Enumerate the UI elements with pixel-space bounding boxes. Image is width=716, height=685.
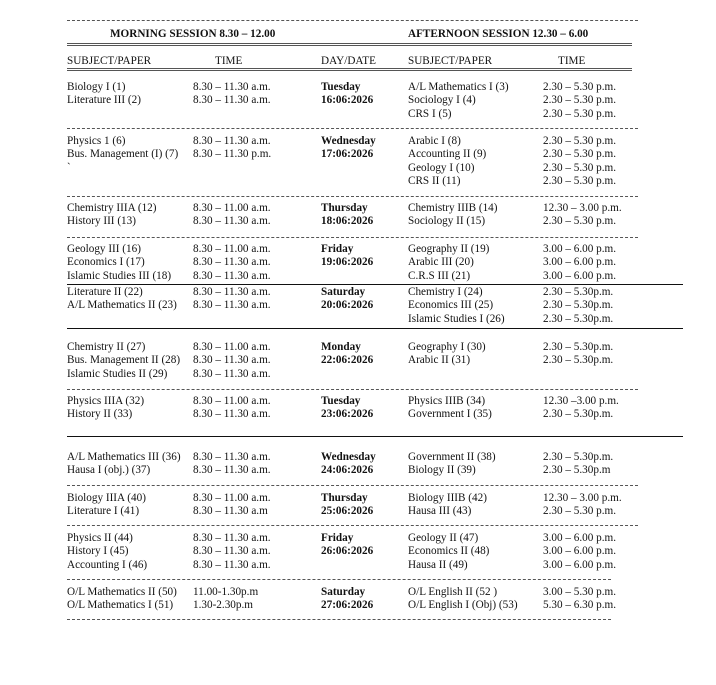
exam-date: 17:06:2026 (321, 148, 374, 161)
exam-date: 16:06:2026 (321, 94, 374, 107)
morning-time: 8.30 – 11.30 a.m. (193, 135, 271, 147)
exam-date: 24:06:2026 (321, 464, 374, 477)
exam-day: Thursday (321, 492, 368, 504)
afternoon-subject: Chemistry I (24) (408, 286, 483, 298)
morning-time: 8.30 – 11.00 a.m. (193, 492, 271, 504)
afternoon-time: 5.30 – 6.30 p.m. (543, 599, 617, 612)
afternoon-session-heading: AFTERNOON SESSION 12.30 – 6.00 (408, 28, 589, 40)
afternoon-subject: Geography II (19) (408, 243, 490, 255)
exam-date: 22:06:2026 (321, 354, 374, 367)
afternoon-subject: Biology II (39) (408, 464, 476, 477)
exam-day: Wednesday (321, 451, 376, 463)
afternoon-time: 2.30 – 5.30p.m. (543, 354, 614, 367)
afternoon-subject: Economics III (25) (408, 299, 494, 312)
afternoon-time: 3.00 – 6.00 p.m. (543, 256, 617, 269)
morning-subject: A/L Mathematics III (36) (67, 451, 181, 463)
row-separator (67, 237, 638, 238)
afternoon-time: 3.00 – 5.30 p.m. (543, 586, 617, 598)
column-header-time-afternoon: TIME (558, 55, 586, 67)
morning-time: 8.30 – 11.30 a.m. (193, 299, 271, 312)
afternoon-time: 2.30 – 5.30 p.m. (543, 161, 617, 174)
afternoon-subject: Sociology II (15) (408, 215, 486, 228)
morning-subject: Physics IIIA (32) (67, 395, 145, 407)
exam-date: 18:06:2026 (321, 215, 374, 228)
header-double-rule (67, 43, 632, 46)
morning-subject: Chemistry IIIA (12) (67, 202, 157, 214)
afternoon-time: 3.00 – 6.00 p.m. (543, 558, 617, 571)
morning-time: 8.30 – 11.00 a.m. (193, 395, 271, 407)
morning-time: 1.30-2.30p.m (193, 599, 253, 612)
morning-subject: O/L Mathematics I (51) (67, 599, 174, 612)
afternoon-subject: Arabic I (8) (408, 135, 461, 147)
afternoon-subject: Geology II (47) (408, 532, 479, 544)
afternoon-subject: Arabic II (31) (408, 354, 471, 367)
afternoon-time: 3.00 – 6.00 p.m. (543, 532, 617, 544)
morning-time: 8.30 – 11.30 a.m. (193, 451, 271, 463)
exam-day: Tuesday (321, 81, 361, 93)
morning-time: 8.30 – 11.30 p.m. (193, 148, 272, 161)
afternoon-time: 2.30 – 5.30p.m. (543, 408, 614, 421)
morning-subject: History III (13) (67, 215, 136, 228)
afternoon-time: 3.00 – 6.00 p.m. (543, 545, 617, 558)
exam-day: Tuesday (321, 395, 361, 407)
row-separator (67, 128, 638, 129)
morning-subject: Economics I (17) (67, 256, 145, 269)
top-rule (67, 20, 638, 21)
morning-time: 8.30 – 11.30 a.m. (193, 256, 271, 269)
morning-time: 8.30 – 11.00 a.m. (193, 243, 271, 255)
exam-date: 19:06:2026 (321, 256, 374, 269)
afternoon-subject: Biology IIIB (42) (408, 492, 487, 504)
morning-time: 8.30 – 11.30 a.m. (193, 464, 271, 477)
exam-day: Monday (321, 341, 361, 353)
morning-subject: History I (45) (67, 545, 129, 558)
afternoon-time: 2.30 – 5.30 p.m. (543, 505, 617, 518)
morning-subject: Literature II (22) (67, 286, 143, 298)
morning-subject: Geology III (16) (67, 243, 141, 255)
afternoon-time: 2.30 – 5.30 p.m. (543, 94, 617, 107)
row-separator (67, 525, 638, 526)
morning-subject: Biology IIIA (40) (67, 492, 146, 504)
morning-time: 8.30 – 11.00 a.m. (193, 202, 271, 214)
afternoon-subject: O/L English II (52 ) (408, 586, 498, 598)
afternoon-time: 2.30 – 5.30p.m (543, 464, 611, 477)
morning-subject: A/L Mathematics II (23) (67, 299, 177, 312)
afternoon-time: 2.30 – 5.30 p.m. (543, 175, 617, 188)
morning-time: 8.30 – 11.30 a.m. (193, 532, 271, 544)
afternoon-time: 2.30 – 5.30 p.m. (543, 107, 617, 120)
exam-day: Wednesday (321, 135, 376, 147)
afternoon-subject: Government I (35) (408, 408, 492, 421)
afternoon-subject: Hausa III (43) (408, 505, 472, 518)
afternoon-time: 3.00 – 6.00 p.m. (543, 243, 617, 255)
afternoon-subject: CRS I (5) (408, 107, 452, 120)
afternoon-time: 12.30 – 3.00 p.m. (543, 202, 622, 214)
row-separator (67, 389, 638, 390)
afternoon-time: 2.30 – 5.30p.m. (543, 312, 614, 325)
morning-subject: Islamic Studies III (18) (67, 269, 172, 282)
row-separator (67, 619, 611, 620)
morning-session-heading: MORNING SESSION 8.30 – 12.00 (110, 28, 276, 40)
exam-date: 20:06:2026 (321, 299, 374, 312)
exam-date: 26:06:2026 (321, 545, 374, 558)
row-separator (67, 436, 683, 437)
afternoon-time: 2.30 – 5.30 p.m. (543, 215, 617, 228)
morning-time: 8.30 – 11.30 a.m. (193, 215, 271, 228)
exam-date: 27:06:2026 (321, 599, 374, 612)
exam-day: Saturday (321, 586, 366, 598)
row-separator (67, 485, 638, 486)
morning-time: 8.30 – 11.30 a.m. (193, 286, 271, 298)
morning-time: 8.30 – 11.30 a.m. (193, 408, 271, 421)
morning-time: 8.30 – 11.30 a.m. (193, 545, 271, 558)
afternoon-time: 2.30 – 5.30p.m. (543, 299, 614, 312)
row-separator (67, 579, 611, 580)
row-separator (67, 196, 638, 197)
morning-time: 8.30 – 11.30 a.m. (193, 558, 271, 571)
afternoon-subject: Accounting II (9) (408, 148, 487, 161)
afternoon-subject: Geology I (10) (408, 161, 475, 174)
morning-subject: Bus. Management (I) (7) (67, 148, 179, 161)
morning-time: 8.30 – 11.30 a.m. (193, 367, 271, 380)
morning-subject: Accounting I (46) (67, 558, 148, 571)
exam-day: Thursday (321, 202, 368, 214)
column-header-subject-morning: SUBJECT/PAPER (67, 55, 152, 67)
afternoon-subject: Chemistry IIIB (14) (408, 202, 498, 214)
morning-subject: Biology I (1) (67, 81, 126, 93)
exam-date: 25:06:2026 (321, 505, 374, 518)
afternoon-subject: Sociology I (4) (408, 94, 476, 107)
afternoon-subject: Physics IIIB (34) (408, 395, 486, 407)
afternoon-subject: O/L English I (Obj) (53) (408, 599, 518, 612)
morning-time: 8.30 – 11.30 a.m. (193, 354, 271, 367)
morning-subject: Physics 1 (6) (67, 135, 126, 147)
morning-subject: Literature I (41) (67, 505, 140, 518)
morning-subject: O/L Mathematics II (50) (67, 586, 177, 598)
exam-day: Friday (321, 532, 354, 544)
morning-subject: Bus. Management II (28) (67, 354, 181, 367)
afternoon-time: 12.30 –3.00 p.m. (543, 395, 619, 407)
morning-subject: ` (67, 161, 71, 174)
morning-subject: Physics II (44) (67, 532, 133, 544)
morning-time: 11.00-1.30p.m (193, 586, 259, 598)
afternoon-time: 2.30 – 5.30 p.m. (543, 148, 617, 161)
afternoon-time: 12.30 – 3.00 p.m. (543, 492, 622, 504)
column-header-day-date: DAY/DATE (321, 55, 376, 67)
afternoon-subject: Arabic III (20) (408, 256, 474, 269)
afternoon-time: 3.00 – 6.00 p.m. (543, 269, 617, 282)
afternoon-subject: C.R.S III (21) (408, 269, 471, 282)
morning-time: 8.30 – 11.30 a.m. (193, 94, 271, 107)
exam-date: 23:06:2026 (321, 408, 374, 421)
afternoon-time: 2.30 – 5.30p.m. (543, 286, 614, 298)
morning-time: 8.30 – 11.30 a.m. (193, 269, 271, 282)
afternoon-subject: Islamic Studies I (26) (408, 312, 505, 325)
morning-time: 8.30 – 11.00 a.m. (193, 341, 271, 353)
afternoon-time: 2.30 – 5.30p.m. (543, 451, 614, 463)
afternoon-subject: CRS II (11) (408, 175, 461, 188)
column-header-time-morning: TIME (215, 55, 243, 67)
afternoon-subject: Government II (38) (408, 451, 496, 463)
afternoon-time: 2.30 – 5.30 p.m. (543, 81, 617, 93)
morning-subject: Literature III (2) (67, 94, 141, 107)
morning-time: 8.30 – 11.30 a.m. (193, 81, 271, 93)
exam-day: Saturday (321, 286, 366, 298)
row-separator (67, 284, 683, 285)
exam-day: Friday (321, 243, 354, 255)
columns-double-rule (67, 68, 632, 71)
morning-subject: Islamic Studies II (29) (67, 367, 168, 380)
afternoon-subject: Economics II (48) (408, 545, 490, 558)
morning-subject: Chemistry II (27) (67, 341, 146, 353)
morning-subject: History II (33) (67, 408, 133, 421)
column-header-subject-afternoon: SUBJECT/PAPER (408, 55, 493, 67)
morning-time: 8.30 – 11.30 a.m (193, 505, 268, 518)
morning-subject: Hausa I (obj.) (37) (67, 464, 151, 477)
afternoon-time: 2.30 – 5.30 p.m. (543, 135, 617, 147)
afternoon-subject: Geography I (30) (408, 341, 486, 353)
row-separator (67, 328, 683, 329)
afternoon-subject: Hausa II (49) (408, 558, 468, 571)
afternoon-subject: A/L Mathematics I (3) (408, 81, 509, 93)
afternoon-time: 2.30 – 5.30p.m. (543, 341, 614, 353)
